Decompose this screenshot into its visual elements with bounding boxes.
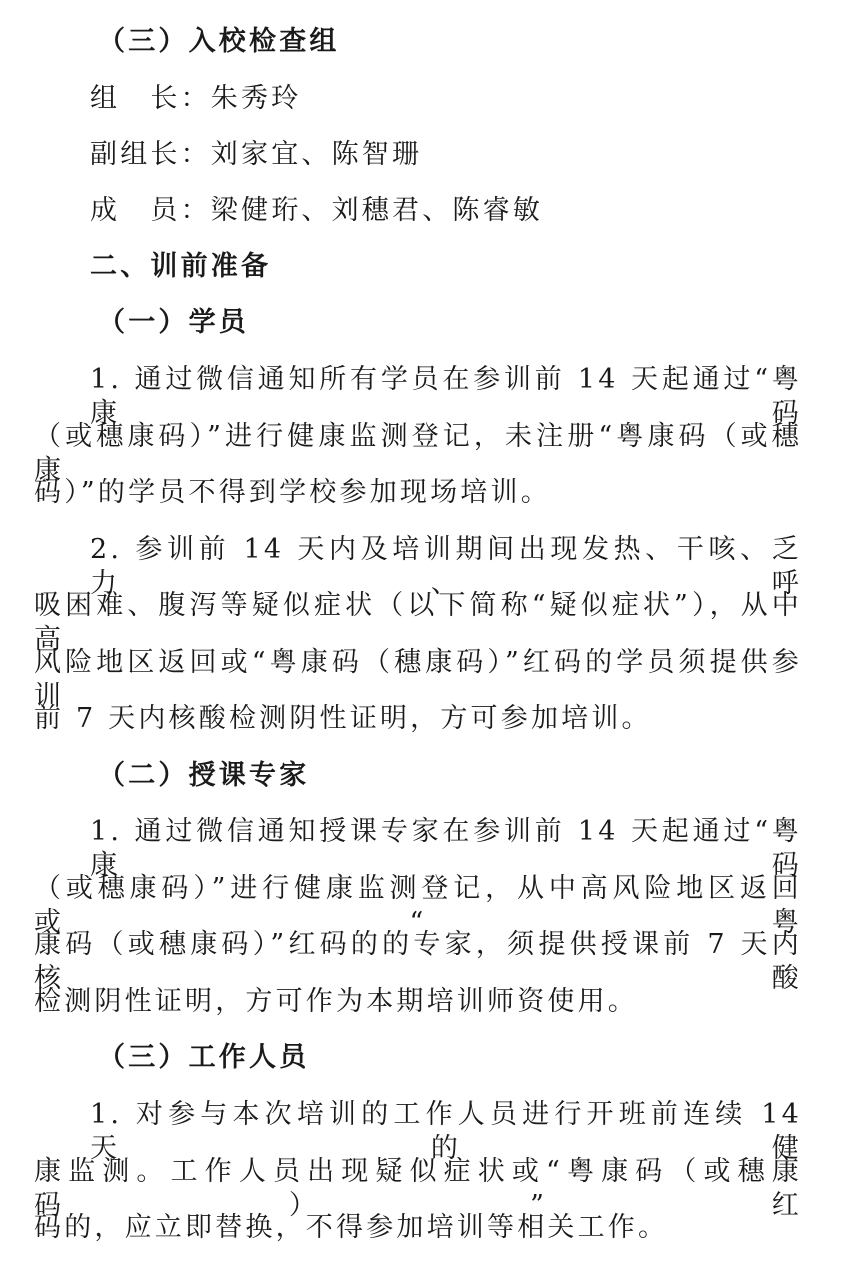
subsection-heading-staff: （三）工作人员 — [98, 1042, 310, 1073]
section-heading-entry-inspection-group: （三）入校检查组 — [98, 26, 340, 57]
paragraph-line: 前 7 天内核酸检测阴性证明，方可参加培训。 — [34, 703, 652, 734]
paragraph-line: 1. 通过微信通知所有学员在参训前 14 天起通过“粤康码 — [90, 364, 802, 429]
members-line: 成 员：梁健珩、刘穗君、陈睿敏 — [90, 195, 543, 226]
paragraph-line: 检测阴性证明，方可作为本期培训师资使用。 — [34, 986, 638, 1017]
paragraph-line: 风险地区返回或“粤康码（穗康码）”红码的学员须提供参训 — [34, 647, 802, 712]
group-leader-line: 组 长：朱秀玲 — [90, 83, 302, 114]
section-heading-pre-training: 二、训前准备 — [90, 251, 272, 282]
paragraph-line: 码的，应立即替换，不得参加培训等相关工作。 — [34, 1212, 669, 1243]
deputy-leader-line: 副组长：刘家宜、陈智珊 — [90, 139, 423, 170]
subsection-heading-trainees: （一）学员 — [98, 307, 249, 338]
paragraph-line: （或穗康码）”进行健康监测登记，未注册“粤康码（或穗康 — [34, 421, 802, 486]
paragraph-line: 吸困难、腹泻等疑似症状（以下简称“疑似症状”），从中高 — [34, 590, 802, 655]
paragraph-line: （或穗康码）”进行健康监测登记，从中高风险地区返回或“粤 — [34, 873, 802, 938]
paragraph-line: 2. 参训前 14 天内及培训期间出现发热、干咳、乏力、呼 — [90, 534, 802, 599]
paragraph-line: 码）”的学员不得到学校参加现场培训。 — [34, 477, 551, 508]
paragraph-line: 康监测。工作人员出现疑似症状或“粤康码（或穗康码）”红 — [34, 1156, 802, 1221]
paragraph-line: 康码（或穗康码）”红码的的专家，须提供授课前 7 天内核酸 — [34, 929, 802, 994]
paragraph-line: 1. 对参与本次培训的工作人员进行开班前连续 14 天的健 — [90, 1099, 803, 1164]
paragraph-line: 1. 通过微信通知授课专家在参训前 14 天起通过“粤康码 — [90, 816, 802, 881]
subsection-heading-lecturers: （二）授课专家 — [98, 760, 310, 791]
